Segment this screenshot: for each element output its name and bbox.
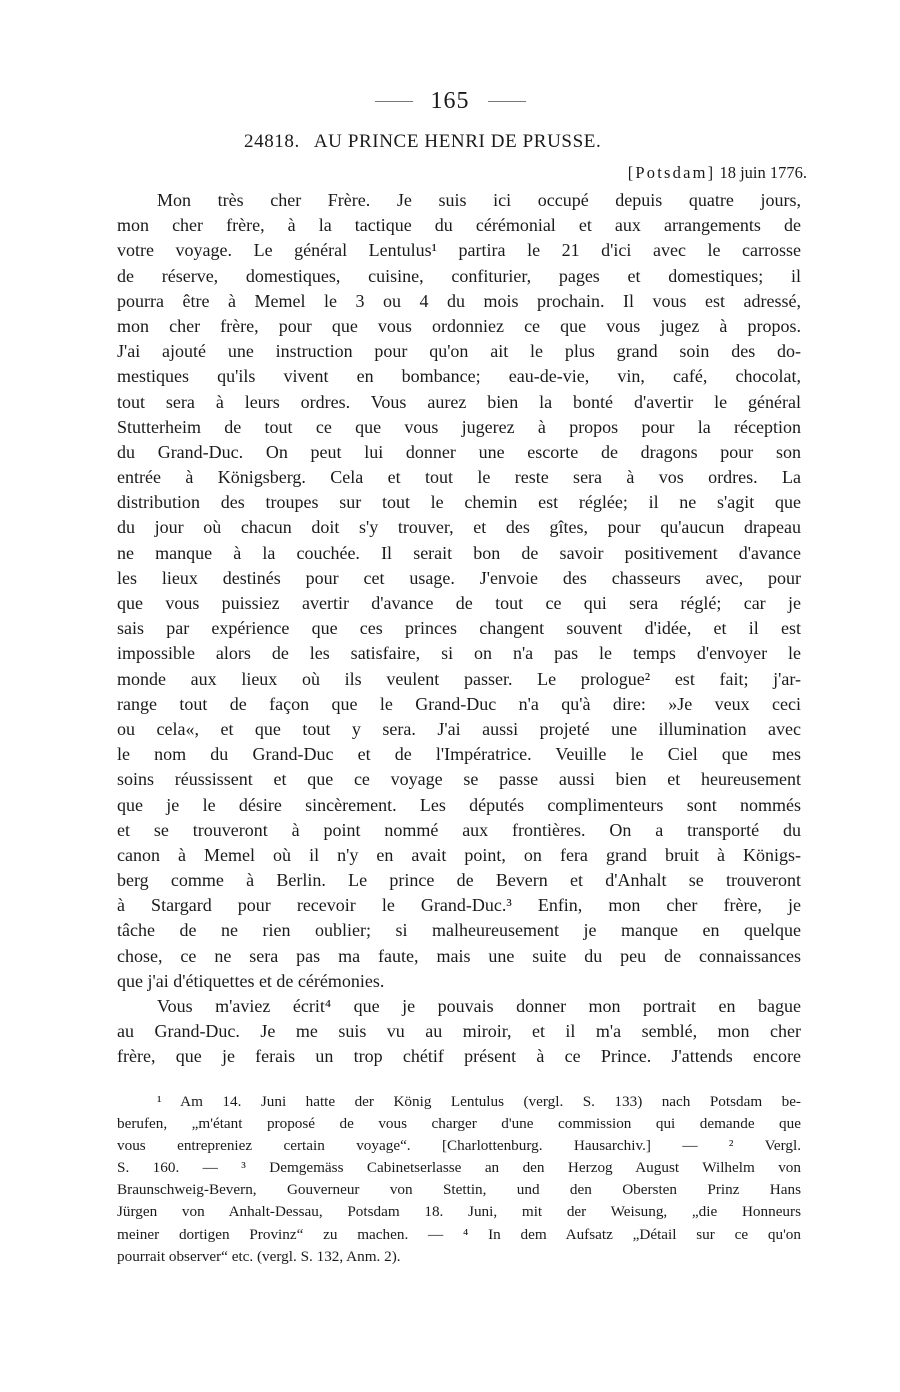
body-line: J'ai ajouté une instruction pour qu'on ait le plus grand soin des do- [117, 341, 801, 362]
letter-heading [244, 131, 601, 153]
dateline-date: 18 juin 1776. [719, 163, 807, 182]
body-line: au Grand-Duc. Je me suis vu au miroir, et il m'a semblé, mon cher [117, 1021, 801, 1042]
footnote-line: Jürgen von Anhalt-Dessau, Potsdam 18. Juni, mit der Weisung, „die Honneurs [117, 1203, 801, 1221]
body-line: frère, que je ferais un trop chétif présent à ce Prince. J'attends encore [117, 1046, 801, 1067]
body-line: mon cher frère, à la tactique du cérémonial et aux arrangements de [117, 215, 801, 236]
body-line: et se trouveront à point nommé aux frontières. On a transporté du [117, 819, 801, 840]
body-line: votre voyage. Le général Lentulus¹ partira le 21 d'ici avec le carrosse [117, 240, 801, 261]
body-line: les lieux destinés pour cet usage. J'envoie des chasseurs avec, pour [117, 567, 801, 588]
body-line: Mon très cher Frère. Je suis ici occupé depuis quatre jours, [157, 190, 801, 210]
dateline [628, 163, 807, 183]
footnotes [117, 1091, 801, 1268]
page-header [0, 86, 900, 116]
body-line: tout sera à leurs ordres. Vous aurez bien la bonté d'avertir le général [117, 391, 801, 412]
footnote-line: pourrait observer“ etc. (vergl. S. 132, Anm. 2). [117, 1247, 401, 1265]
body-line: Vous m'aviez écrit⁴ que je pouvais donner mon portrait en bague [157, 996, 801, 1016]
body-line: ne manque à la couchée. Il serait bon de savoir positivement d'avance [117, 542, 801, 563]
body-line: monde aux lieux où ils veulent passer. Le prologue² est fait; j'ar- [117, 668, 801, 689]
page-number: 165 [430, 87, 470, 114]
body-line: distribution des troupes sur tout le chemin est réglée; il ne s'agit que [117, 492, 801, 513]
body-line: pourra être à Memel le 3 ou 4 du mois prochain. Il vous est adressé, [117, 290, 801, 311]
footnote-line: S. 160. — ³ Demgemäss Cabinetserlasse an den Herzog August Wilhelm von [117, 1159, 801, 1177]
body-line: sais par expérience que ces princes changent souvent d'idée, et il est [117, 618, 801, 639]
body-line: que vous puissiez avertir d'avance de tout ce qui sera réglé; car je [117, 593, 801, 613]
body-line: chose, ce ne sera pas ma faute, mais une suite du peu de connaissances [117, 945, 801, 966]
body-line: que je le désire sincèrement. Les députés complimenteurs sont nommés [117, 794, 801, 815]
body-line: mestiques qu'ils vivent en bombance; eau-de-vie, vin, café, chocolat, [117, 366, 801, 387]
letter-title: AU PRINCE HENRI DE PRUSSE. [313, 131, 602, 152]
body-line: range tout de façon que le Grand-Duc n'a qu'à dire: »Je veux ceci [117, 693, 801, 714]
header-rule-left [375, 101, 413, 102]
footnote-line: Braunschweig-Bevern, Gouverneur von Stettin, und den Obersten Prinz Hans [117, 1181, 801, 1199]
letter-body [117, 188, 801, 1070]
body-line: soins réussissent et que ce voyage se passe aussi bien et heureusement [117, 769, 801, 790]
footnote-line: vous entrepreniez certain voyage“. [Charlottenburg. Hausarchiv.] — ² Vergl. [117, 1137, 801, 1155]
footnote-line: ¹ Am 14. Juni hatte der König Lentulus (vergl. S. 133) nach Potsdam be- [157, 1093, 801, 1110]
footnote-line: meiner dortigen Provinz“ zu machen. — ⁴ In dem Aufsatz „Détail sur ce qu'on [117, 1225, 801, 1243]
body-line: le nom du Grand-Duc et de l'Impératrice. Veuille le Ciel que mes [117, 744, 801, 765]
body-line: du jour où chacun doit s'y trouver, et des gîtes, pour qu'aucun drapeau [117, 517, 801, 538]
body-line: à Stargard pour recevoir le Grand-Duc.³ Enfin, mon cher frère, je [117, 895, 801, 916]
body-line: tâche de ne rien oublier; si malheureusement je manque en quelque [117, 920, 801, 941]
body-line: du Grand-Duc. On peut lui donner une escorte de dragons pour son [117, 441, 801, 462]
body-line: impossible alors de les satisfaire, si on n'a pas le temps d'envoyer le [117, 643, 801, 664]
body-line: entrée à Königsberg. Cela et tout le reste sera à vos ordres. La [117, 467, 801, 488]
body-line: berg comme à Berlin. Le prince de Bevern et d'Anhalt se trouveront [117, 870, 801, 891]
body-line: ou cela«, et que tout y sera. J'ai aussi projeté une illumination avec [117, 718, 801, 739]
body-line: de réserve, domestiques, cuisine, confiturier, pages et domestiques; il [117, 265, 801, 286]
body-line: canon à Memel où il n'y en avait point, on fera grand bruit à Königs- [117, 844, 801, 865]
body-line: Stutterheim de tout ce que vous jugerez à propos pour la réception [117, 416, 801, 437]
letter-number: 24818. [244, 131, 300, 152]
body-line: que j'ai d'étiquettes et de cérémonies. [117, 970, 385, 991]
dateline-place: [Potsdam] [627, 163, 716, 182]
footnote-line: berufen, „m'étant proposé de vous charger d'une commission qui demande que [117, 1115, 801, 1133]
header-rule-right [488, 101, 526, 102]
body-line: mon cher frère, pour que vous ordonniez ce que vous jugez à propos. [117, 315, 801, 336]
